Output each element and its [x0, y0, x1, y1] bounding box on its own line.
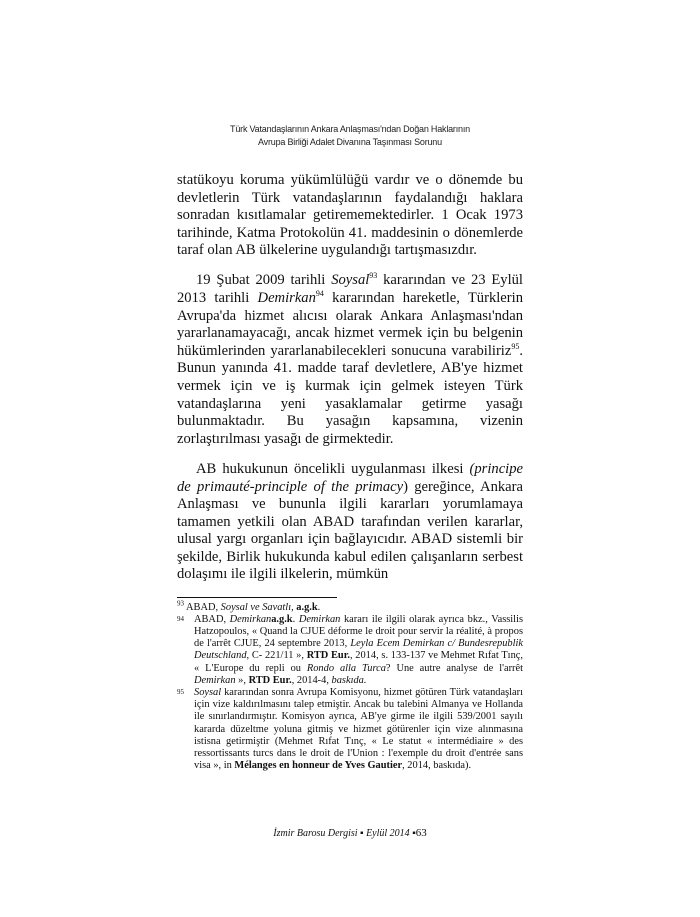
- separator: ▪: [412, 828, 416, 840]
- text-run: »,: [235, 674, 249, 686]
- footnote-ref: 95: [511, 341, 520, 351]
- text-run: ? Une autre analyse de l'arrêt: [385, 662, 523, 674]
- italic-text: Soysal ve Savatlı: [220, 601, 292, 613]
- text-run: , 2014-4,: [291, 674, 332, 686]
- italic-text: Demirkan: [229, 613, 272, 625]
- footnote: 95 Soysal kararından sonra Avrupa Komisyonu, hizmet götüren Türk vatandaşları için vize kaldırılmasını talep etmiştir. Ancak bu talebini Almanya ve Hollanda ile sınırlandırmıştır. Komisyon ayrıca, AB'ye girme ile ilgili 539/2001 sayılı kararda düzeltme yoluna gitmiş ve hizmet götürenler için vize alınmasına istisna getirmiştir (Mehmet Rıfat Tınç, « Le statut « intermédiaire » des ressortissants turcs dans le droit de l'Union : l'exemple du droit d'entrée sans visa », in Mélanges en honneur de Yves Gautier, 2014, baskıda).: [177, 686, 523, 772]
- bold-text: RTD Eur.: [248, 674, 292, 686]
- italic-text: Leyla Ecem Demirkan c/ Bundesrepublik Deutschland: [194, 638, 523, 662]
- separator: ▪: [360, 828, 364, 840]
- text-run: ,: [291, 601, 297, 613]
- text-run: .: [292, 613, 299, 625]
- bold-text: Mélanges en honneur de Yves Gautier: [234, 760, 403, 772]
- italic-text: (principe de primauté-principle of the primacy: [177, 460, 523, 495]
- bold-text: a.g.k: [271, 613, 293, 625]
- text-run: kararından ve 23 Eylül 2013 tarihli: [177, 272, 523, 307]
- issue-date: Eylül 2014: [366, 828, 410, 840]
- body-text: [177, 172, 523, 584]
- text-run: .: [317, 601, 321, 613]
- text-run: , C- 221/11 »,: [246, 650, 307, 662]
- italic-text: Demirkan: [257, 290, 316, 307]
- footnote-ref: 93: [369, 271, 378, 281]
- header-line-1: Türk Vatandaşlarının Ankara Anlaşması'ndan Doğan Haklarının: [230, 124, 470, 134]
- running-header: [150, 123, 550, 149]
- italic-text: Rondo alla Turca: [306, 662, 386, 674]
- text-run: kararından sonra Avrupa Komisyonu, hizmet götüren Türk vatandaşları için vize kaldırılmasını talep etmiştir. Ancak bu talebini Almanya ve Hollanda ile sınırlandırmıştır. Komisyon ayrıca, AB'ye girme ile ilgili 539/2001 sayılı kararda düzeltme yoluna gitmiş ve hizmet götürenler için vize alınmasına istisna getirmiştir (Mehmet Rıfat Tınç, « Le statut « intermédiaire » des ressortissants turcs dans le droit de l'Union : l'exemple du droit d'entrée sans visa », in: [194, 686, 523, 772]
- paragraph: [177, 272, 523, 448]
- italic-text: baskıda.: [331, 674, 367, 686]
- footnote-ref: 94: [315, 289, 324, 299]
- italic-text: Soysal: [331, 272, 370, 289]
- journal-name: İzmir Barosu Dergisi: [273, 828, 358, 840]
- bold-text: RTD Eur.: [306, 650, 350, 662]
- text-run: ABAD,: [194, 613, 230, 625]
- text-run: . Bunun yanında 41. madde taraf devletlere, AB'ye hizmet vermek için ve iş kurmak için gelmek isteyen Türk vatandaşlarına yeni yasaklamalar getirme yasağı bulunmaktadır. Bu yasağın kapsamına, vizenin zorlaştırılması yasağı de girmektedir.: [177, 342, 523, 447]
- bold-text: a.g.k: [296, 601, 318, 613]
- footnote-divider: [177, 597, 337, 598]
- text-run: 19 Şubat 2009 tarihli: [196, 272, 332, 289]
- text-run: kararından hareketle, Türklerin Avrupa'da hizmet alıcısı olarak Ankara Anlaşması'ndan yararlanamayacağı, ancak hizmet vermek için bu belgenin hükümlerinden yararlanabilecekleri sonucuna varabiliriz: [177, 290, 523, 359]
- text-run: statükoyu koruma yükümlülüğü vardır ve o dönemde bu devletlerin Türk vatandaşlarının faydalandığı haklara sonradan kısıtlamalar getirememektedirler. 1 Ocak 1973 tarihinde, Katma Protokolün 41. maddesinin o dönemlerde taraf olan AB ülkelerine uygulandığı tartışmasızdır.: [177, 172, 523, 259]
- text-run: ) gereğince, Ankara Anlaşması ve bununla ilgili kararları yorumlamaya tamamen yetkili olan ABAD tarafından verilen kararlar, ulusal yargı organları için bağlayıcıdır. ABAD sistemli bir şekilde, Birlik hukukunda kabul edilen çalışanların serbest dolaşımı ile ilgili ilkelerin, mümkün: [177, 478, 523, 583]
- text-run: ABAD,: [184, 601, 221, 613]
- paragraph: [177, 172, 523, 260]
- italic-text: Demirkan: [298, 613, 341, 625]
- footnote-number: 93: [177, 599, 184, 608]
- italic-text: Soysal: [194, 686, 222, 698]
- text-run: kararı ile ilgili olarak ayrıca bkz., Vassilis Hatzopoulos, « Quand la CJUE déforme le droit pour servir la réalité, à propos de l'arrêt CJUE, 24 septembre 2013,: [194, 613, 524, 650]
- footnote: 94 ABAD, Demirkana.g.k. Demirkan kararı ile ilgili olarak ayrıca bkz., Vassilis Hatzopoulos, « Quand la CJUE déforme le droit pour servir la réalité, à propos de l'arrêt CJUE, 24 septembre 2013, Leyla Ecem Demirkan c/ Bundesrepublik Deutschland, C- 221/11 », RTD Eur., 2014, s. 133-137 ve Mehmet Rıfat Tınç, « L'Europe du repli ou Rondo alla Turca? Une autre analyse de l'arrêt Demirkan », RTD Eur., 2014-4, baskıda.: [177, 613, 524, 686]
- footnotes: [177, 599, 524, 773]
- page-footer: [177, 826, 523, 841]
- text-run: AB hukukunun öncelikli uygulanması ilkesi: [196, 460, 470, 477]
- italic-text: Demirkan: [194, 674, 236, 686]
- header-line-2: Avrupa Birliği Adalet Divanına Taşınması Sorunu: [258, 137, 442, 147]
- footnote: [177, 599, 523, 614]
- text-run: , 2014, s. 133-137 ve Mehmet Rıfat Tınç, « L'Europe du repli ou: [194, 650, 523, 674]
- text-run: , 2014, baskıda).: [402, 760, 472, 772]
- page-number: 63: [415, 827, 427, 840]
- paragraph: [177, 461, 523, 584]
